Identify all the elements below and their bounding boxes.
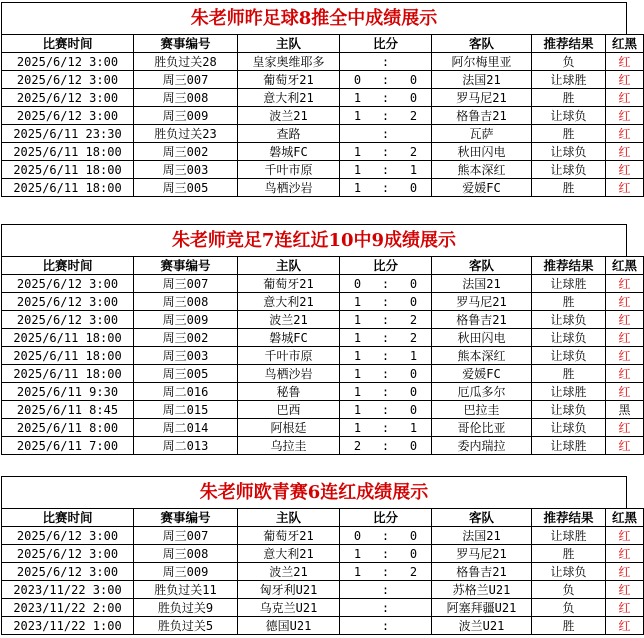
- score: [340, 401, 432, 419]
- away-team: 格鲁吉21: [432, 563, 532, 581]
- match-code: 周三005: [134, 365, 238, 383]
- home-score: 2: [353, 438, 362, 453]
- home-score: 1: [353, 366, 362, 381]
- result-badge: 红: [606, 179, 644, 197]
- match-code: 胜负过关9: [134, 599, 238, 617]
- away-score: 0: [409, 180, 418, 195]
- score: [340, 581, 432, 599]
- column-header: 红黑: [606, 257, 644, 275]
- match-time: 2025/6/11 18:00: [2, 161, 134, 179]
- result-badge: 红: [606, 89, 644, 107]
- recommendation: 让球负: [532, 143, 606, 161]
- section-1: [1, 2, 637, 197]
- column-header: 红黑: [606, 35, 644, 53]
- home-team: 查路: [238, 125, 340, 143]
- home-team: 意大利21: [238, 293, 340, 311]
- match-code: 胜负过关23: [134, 125, 238, 143]
- match-code: 周三009: [134, 107, 238, 125]
- column-header: 客队: [432, 257, 532, 275]
- away-team: 巴拉圭: [432, 401, 532, 419]
- home-team: 意大利21: [238, 89, 340, 107]
- away-team: 罗马尼21: [432, 293, 532, 311]
- match-code: 周三003: [134, 347, 238, 365]
- home-score: 1: [353, 312, 362, 327]
- column-header: 比分: [340, 35, 432, 53]
- result-badge: 红: [606, 275, 644, 293]
- home-score: 1: [353, 162, 362, 177]
- match-time: 2025/6/12 3:00: [2, 311, 134, 329]
- result-badge: 红: [606, 545, 644, 563]
- home-team: 德国U21: [238, 617, 340, 635]
- column-header: 客队: [432, 35, 532, 53]
- column-header: 推荐结果: [532, 35, 606, 53]
- score-separator: :: [381, 348, 390, 363]
- away-team: 阿尔梅里亚: [432, 53, 532, 71]
- home-score: 1: [353, 144, 362, 159]
- home-score: 0: [353, 72, 362, 87]
- match-time: 2025/6/11 18:00: [2, 329, 134, 347]
- score: [340, 179, 432, 197]
- score-separator: :: [381, 618, 390, 633]
- column-header: 推荐结果: [532, 257, 606, 275]
- column-header: 推荐结果: [532, 509, 606, 527]
- table-header-row: [2, 257, 644, 275]
- score-separator: :: [381, 276, 390, 291]
- score: [340, 437, 432, 455]
- match-code: 胜负过关28: [134, 53, 238, 71]
- recommendation: 负: [532, 599, 606, 617]
- away-score: 2: [409, 330, 418, 345]
- match-code: 周三009: [134, 563, 238, 581]
- score: [340, 365, 432, 383]
- match-code: 周三007: [134, 275, 238, 293]
- home-team: 波兰21: [238, 107, 340, 125]
- table-header-row: [2, 35, 644, 53]
- match-time: 2023/11/22 3:00: [2, 581, 134, 599]
- away-team: 秋田闪电: [432, 143, 532, 161]
- results-table: [1, 508, 644, 635]
- away-score: 0: [409, 294, 418, 309]
- score-separator: :: [381, 366, 390, 381]
- score-separator: :: [381, 528, 390, 543]
- table-row: [2, 581, 644, 599]
- result-badge: 红: [606, 437, 644, 455]
- result-badge: 黑: [606, 401, 644, 419]
- away-team: 波兰U21: [432, 617, 532, 635]
- score-separator: :: [381, 72, 390, 87]
- away-team: 法国21: [432, 527, 532, 545]
- match-time: 2025/6/12 3:00: [2, 89, 134, 107]
- match-time: 2025/6/11 8:45: [2, 401, 134, 419]
- score-separator: :: [381, 180, 390, 195]
- score-separator: :: [381, 312, 390, 327]
- away-score: 2: [409, 144, 418, 159]
- results-table: [1, 34, 644, 197]
- recommendation: 胜: [532, 617, 606, 635]
- away-score: 1: [409, 348, 418, 363]
- table-row: [2, 347, 644, 365]
- away-score: 0: [409, 384, 418, 399]
- match-time: 2025/6/12 3:00: [2, 53, 134, 71]
- score: [340, 383, 432, 401]
- match-code: 周三008: [134, 293, 238, 311]
- table-row: [2, 179, 644, 197]
- match-code: 周二013: [134, 437, 238, 455]
- match-time: 2025/6/12 3:00: [2, 545, 134, 563]
- score: [340, 293, 432, 311]
- match-code: 周三007: [134, 527, 238, 545]
- match-time: 2025/6/11 18:00: [2, 179, 134, 197]
- column-header: 比赛时间: [2, 35, 134, 53]
- result-badge: 红: [606, 527, 644, 545]
- home-score: 0: [353, 276, 362, 291]
- away-team: 法国21: [432, 275, 532, 293]
- score-separator: :: [381, 402, 390, 417]
- section-title: 朱老师欧青赛6连红成绩展示: [1, 476, 627, 508]
- recommendation: 让球负: [532, 563, 606, 581]
- home-score: 1: [353, 180, 362, 195]
- result-badge: 红: [606, 329, 644, 347]
- score: [340, 617, 432, 635]
- score-separator: :: [381, 162, 390, 177]
- match-time: 2025/6/11 9:30: [2, 383, 134, 401]
- away-score: 2: [409, 108, 418, 123]
- results-table: [1, 256, 644, 455]
- away-team: 苏格兰U21: [432, 581, 532, 599]
- table-row: [2, 143, 644, 161]
- home-team: 乌克兰U21: [238, 599, 340, 617]
- away-score: 0: [409, 366, 418, 381]
- home-score: 1: [353, 564, 362, 579]
- table-row: [2, 125, 644, 143]
- home-team: 匈牙利U21: [238, 581, 340, 599]
- recommendation: 让球负: [532, 161, 606, 179]
- table-row: [2, 71, 644, 89]
- match-code: 周三005: [134, 179, 238, 197]
- result-badge: 红: [606, 581, 644, 599]
- score: [340, 125, 432, 143]
- column-header: 比赛时间: [2, 257, 134, 275]
- home-score: 1: [353, 546, 362, 561]
- table-row: [2, 599, 644, 617]
- recommendation: 负: [532, 581, 606, 599]
- result-badge: 红: [606, 563, 644, 581]
- recommendation: 胜: [532, 125, 606, 143]
- recommendation: 让球胜: [532, 527, 606, 545]
- result-badge: 红: [606, 161, 644, 179]
- table-row: [2, 527, 644, 545]
- away-score: 1: [409, 162, 418, 177]
- recommendation: 胜: [532, 365, 606, 383]
- table-row: [2, 437, 644, 455]
- away-team: 阿塞拜疆U21: [432, 599, 532, 617]
- column-header: 赛事编号: [134, 257, 238, 275]
- column-header: 主队: [238, 509, 340, 527]
- away-score: 0: [409, 546, 418, 561]
- match-code: 周三002: [134, 329, 238, 347]
- match-time: 2025/6/11 18:00: [2, 143, 134, 161]
- result-badge: 红: [606, 347, 644, 365]
- home-team: 波兰21: [238, 311, 340, 329]
- away-team: 哥伦比亚: [432, 419, 532, 437]
- result-badge: 红: [606, 71, 644, 89]
- recommendation: 让球负: [532, 401, 606, 419]
- home-score: 1: [353, 330, 362, 345]
- match-time: 2023/11/22 2:00: [2, 599, 134, 617]
- section-3: [1, 476, 637, 635]
- home-team: 葡萄牙21: [238, 275, 340, 293]
- recommendation: 负: [532, 53, 606, 71]
- score: [340, 347, 432, 365]
- match-code: 周二014: [134, 419, 238, 437]
- home-score: 0: [353, 528, 362, 543]
- away-score: 0: [409, 72, 418, 87]
- away-team: 爱媛FC: [432, 179, 532, 197]
- away-team: 法国21: [432, 71, 532, 89]
- match-code: 周三008: [134, 89, 238, 107]
- score: [340, 419, 432, 437]
- match-time: 2025/6/12 3:00: [2, 563, 134, 581]
- result-badge: 红: [606, 617, 644, 635]
- table-row: [2, 293, 644, 311]
- away-team: 爱媛FC: [432, 365, 532, 383]
- score: [340, 329, 432, 347]
- home-team: 千叶市原: [238, 161, 340, 179]
- table-row: [2, 383, 644, 401]
- home-team: 乌拉圭: [238, 437, 340, 455]
- score: [340, 311, 432, 329]
- match-code: 周三009: [134, 311, 238, 329]
- score: [340, 599, 432, 617]
- table-row: [2, 563, 644, 581]
- score-separator: :: [381, 438, 390, 453]
- result-badge: 红: [606, 143, 644, 161]
- home-score: 1: [353, 108, 362, 123]
- home-score: 1: [353, 420, 362, 435]
- home-team: 阿根廷: [238, 419, 340, 437]
- away-team: 瓦萨: [432, 125, 532, 143]
- section-2: [1, 224, 637, 455]
- score: [340, 71, 432, 89]
- score: [340, 107, 432, 125]
- home-score: 1: [353, 348, 362, 363]
- recommendation: 让球负: [532, 419, 606, 437]
- table-row: [2, 617, 644, 635]
- away-team: 熊本深红: [432, 347, 532, 365]
- result-badge: 红: [606, 365, 644, 383]
- away-score: 0: [409, 528, 418, 543]
- match-code: 胜负过关5: [134, 617, 238, 635]
- match-time: 2025/6/12 3:00: [2, 107, 134, 125]
- score-separator: :: [381, 420, 390, 435]
- home-score: 1: [353, 384, 362, 399]
- score: [340, 143, 432, 161]
- away-score: 0: [409, 402, 418, 417]
- match-code: 胜负过关11: [134, 581, 238, 599]
- match-time: 2025/6/11 18:00: [2, 347, 134, 365]
- home-score: 1: [353, 402, 362, 417]
- home-team: 波兰21: [238, 563, 340, 581]
- away-team: 秋田闪电: [432, 329, 532, 347]
- away-team: 罗马尼21: [432, 89, 532, 107]
- home-team: 皇家奥维耶多: [238, 53, 340, 71]
- away-team: 委内瑞拉: [432, 437, 532, 455]
- match-code: 周二015: [134, 401, 238, 419]
- recommendation: 让球负: [532, 347, 606, 365]
- home-team: 磐城FC: [238, 329, 340, 347]
- match-code: 周三008: [134, 545, 238, 563]
- away-score: 0: [409, 276, 418, 291]
- score: [340, 53, 432, 71]
- score-separator: :: [381, 144, 390, 159]
- table-row: [2, 161, 644, 179]
- result-badge: 红: [606, 419, 644, 437]
- table-row: [2, 275, 644, 293]
- recommendation: 胜: [532, 545, 606, 563]
- score-separator: :: [381, 126, 390, 141]
- match-time: 2025/6/11 7:00: [2, 437, 134, 455]
- away-team: 罗马尼21: [432, 545, 532, 563]
- score-separator: :: [381, 546, 390, 561]
- table-row: [2, 329, 644, 347]
- score-separator: :: [381, 294, 390, 309]
- result-badge: 红: [606, 293, 644, 311]
- away-team: 熊本深红: [432, 161, 532, 179]
- recommendation: 让球负: [532, 329, 606, 347]
- score: [340, 275, 432, 293]
- table-row: [2, 107, 644, 125]
- match-time: 2023/11/22 1:00: [2, 617, 134, 635]
- recommendation: 胜: [532, 179, 606, 197]
- away-score: 0: [409, 438, 418, 453]
- match-time: 2025/6/12 3:00: [2, 71, 134, 89]
- column-header: 主队: [238, 257, 340, 275]
- section-title: 朱老师昨足球8推全中成绩展示: [1, 2, 627, 34]
- score-separator: :: [381, 90, 390, 105]
- score: [340, 89, 432, 107]
- match-time: 2025/6/12 3:00: [2, 293, 134, 311]
- score: [340, 563, 432, 581]
- home-team: 意大利21: [238, 545, 340, 563]
- away-team: 厄瓜多尔: [432, 383, 532, 401]
- score-separator: :: [381, 108, 390, 123]
- away-score: 2: [409, 564, 418, 579]
- recommendation: 让球胜: [532, 383, 606, 401]
- away-team: 格鲁吉21: [432, 311, 532, 329]
- recommendation: 让球负: [532, 107, 606, 125]
- home-team: 千叶市原: [238, 347, 340, 365]
- recommendation: 胜: [532, 89, 606, 107]
- score-separator: :: [381, 330, 390, 345]
- away-score: 0: [409, 90, 418, 105]
- score-separator: :: [381, 582, 390, 597]
- recommendation: 胜: [532, 293, 606, 311]
- recommendation: 让球负: [532, 311, 606, 329]
- recommendation: 让球胜: [532, 275, 606, 293]
- match-code: 周三003: [134, 161, 238, 179]
- match-code: 周二016: [134, 383, 238, 401]
- section-title: 朱老师竞足7连红近10中9成绩展示: [1, 224, 627, 256]
- match-time: 2025/6/12 3:00: [2, 275, 134, 293]
- column-header: 客队: [432, 509, 532, 527]
- match-time: 2025/6/11 23:30: [2, 125, 134, 143]
- home-team: 鸟栖沙岩: [238, 365, 340, 383]
- recommendation: 让球胜: [532, 71, 606, 89]
- score: [340, 161, 432, 179]
- column-header: 比赛时间: [2, 509, 134, 527]
- table-header-row: [2, 509, 644, 527]
- score: [340, 527, 432, 545]
- table-row: [2, 545, 644, 563]
- column-header: 赛事编号: [134, 35, 238, 53]
- recommendation: 让球胜: [532, 437, 606, 455]
- home-team: 磐城FC: [238, 143, 340, 161]
- score: [340, 545, 432, 563]
- column-header: 比分: [340, 257, 432, 275]
- score-separator: :: [381, 384, 390, 399]
- result-badge: 红: [606, 599, 644, 617]
- table-row: [2, 89, 644, 107]
- match-code: 周三007: [134, 71, 238, 89]
- home-team: 巴西: [238, 401, 340, 419]
- home-team: 秘鲁: [238, 383, 340, 401]
- match-time: 2025/6/11 8:00: [2, 419, 134, 437]
- table-row: [2, 401, 644, 419]
- away-team: 格鲁吉21: [432, 107, 532, 125]
- match-time: 2025/6/12 3:00: [2, 527, 134, 545]
- home-team: 鸟栖沙岩: [238, 179, 340, 197]
- home-team: 葡萄牙21: [238, 527, 340, 545]
- column-header: 红黑: [606, 509, 644, 527]
- column-header: 赛事编号: [134, 509, 238, 527]
- score-separator: :: [381, 54, 390, 69]
- column-header: 主队: [238, 35, 340, 53]
- result-badge: 红: [606, 383, 644, 401]
- table-row: [2, 419, 644, 437]
- result-badge: 红: [606, 311, 644, 329]
- table-row: [2, 311, 644, 329]
- column-header: 比分: [340, 509, 432, 527]
- match-code: 周三002: [134, 143, 238, 161]
- result-badge: 红: [606, 107, 644, 125]
- score-separator: :: [381, 600, 390, 615]
- table-row: [2, 53, 644, 71]
- match-time: 2025/6/11 18:00: [2, 365, 134, 383]
- score-separator: :: [381, 564, 390, 579]
- home-team: 葡萄牙21: [238, 71, 340, 89]
- table-row: [2, 365, 644, 383]
- home-score: 1: [353, 90, 362, 105]
- home-score: 1: [353, 294, 362, 309]
- away-score: 2: [409, 312, 418, 327]
- away-score: 1: [409, 420, 418, 435]
- result-badge: 红: [606, 53, 644, 71]
- result-badge: 红: [606, 125, 644, 143]
